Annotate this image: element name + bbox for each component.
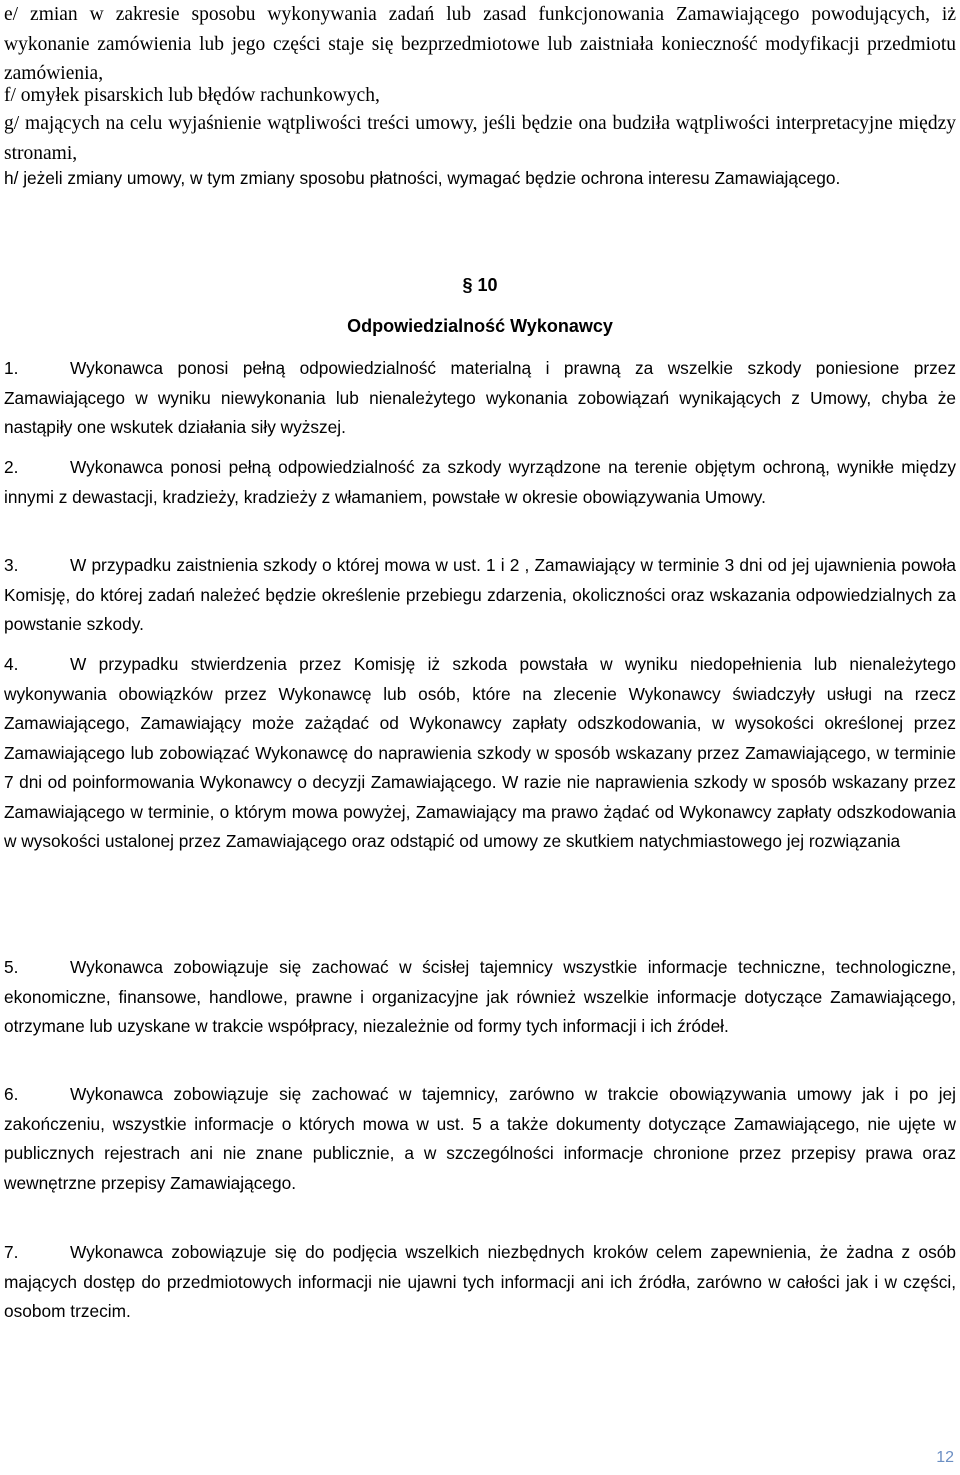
item-e-text: e/ zmian w zakresie sposobu wykonywania zadań lub zasad funkcjonowania Zamawiającego powodujących, iż wykonanie zamówienia lub jego części staje się bezprzedmiotowe lub zaistniała konieczność modyfikacji przedmiotu zamówienia, <box>4 4 956 84</box>
paragraph-text: Wykonawca zobowiązuje się zachować w tajemnicy, zarówno w trakcie obowiązywania umowy jak i po jej zakończeniu, wszystkie informacje o których mowa w ust. 5 a także dokumenty dotyczące Zamawiającego, nie ujęte w publicznych rejestrach ani nie znane publicznie, a w szczególności informacje chronione przez przepisy prawa oraz wewnętrzne przepisy Zamawiającego. <box>4 1084 956 1193</box>
page-number: 12 <box>936 1449 954 1466</box>
paragraph-4 <box>4 650 956 857</box>
paragraph-number: 6. <box>4 1084 19 1104</box>
paragraph-number: 7. <box>4 1242 19 1262</box>
paragraph-7 <box>4 1238 956 1327</box>
paragraph-number: 2. <box>4 457 19 477</box>
paragraph-3 <box>4 551 956 640</box>
paragraph-text: Wykonawca ponosi pełną odpowiedzialność za szkody wyrządzone na terenie objętym ochroną, wynikłe między innymi z dewastacji, kradzieży, kradzieży z włamaniem, powstałe w okresie obowiązywania Umowy. <box>4 457 956 507</box>
paragraph-number: 1. <box>4 358 19 378</box>
paragraph-1 <box>4 354 956 443</box>
paragraph-text: W przypadku zaistnienia szkody o której mowa w ust. 1 i 2 , Zamawiający w terminie 3 dni od jej ujawnienia powoła Komisję, do której zadań należeć będzie określenie przebiegu zdarzenia, okoliczności oraz wskazania odpowiedzialnych za powstanie szkody. <box>4 555 956 634</box>
paragraph-5 <box>4 953 956 1042</box>
item-e <box>4 0 956 89</box>
paragraph-number: 3. <box>4 555 19 575</box>
paragraph-text: Wykonawca zobowiązuje się zachować w ścisłej tajemnicy wszystkie informacje techniczne, technologiczne, ekonomiczne, finansowe, handlowe, prawne i organizacyjne jak również wszelkie informacje dotyczące Zamawiającego, otrzymane lub uzyskane w trakcie współpracy, niezależnie od formy tych informacji i ich źródeł. <box>4 957 956 1036</box>
paragraph-number: 5. <box>4 957 19 977</box>
item-f-text: f/ omyłek pisarskich lub błędów rachunkowych, <box>4 85 380 106</box>
item-g <box>4 109 956 168</box>
paragraph-6 <box>4 1080 956 1198</box>
paragraph-text: Wykonawca ponosi pełną odpowiedzialność materialną i prawną za wszelkie szkody poniesione przez Zamawiającego w wyniku niewykonania lub nienależytego wykonania zobowiązań wynikających z Umowy, chyba że nastąpiły one wskutek działania siły wyższej. <box>4 358 956 437</box>
section-number: § 10 <box>462 275 498 295</box>
item-h <box>4 164 956 194</box>
section-title: Odpowiedzialność Wykonawcy <box>347 316 613 336</box>
item-g-text: g/ mających na celu wyjaśnienie wątpliwości treści umowy, jeśli będzie ona budziła wątpliwości interpretacyjne między stronami, <box>4 113 956 164</box>
item-f <box>4 81 956 111</box>
item-h-text: h/ jeżeli zmiany umowy, w tym zmiany sposobu płatności, wymagać będzie ochrona interesu Zamawiającego. <box>4 168 841 188</box>
paragraph-2 <box>4 453 956 512</box>
paragraph-text: Wykonawca zobowiązuje się do podjęcia wszelkich niezbędnych kroków celem zapewnienia, że żadna z osób mających dostęp do przedmiotowych informacji nie ujawni tych informacji ani ich źródła, zarówno w całości jak i w części, osobom trzecim. <box>4 1242 956 1321</box>
paragraph-number: 4. <box>4 654 19 674</box>
paragraph-text: W przypadku stwierdzenia przez Komisję iż szkoda powstała w wyniku niedopełnienia lub nienależytego wykonywania obowiązków przez Wykonawcę lub osób, które na zlecenie Wykonawcy świadczyły usługi na rzecz Zamawiającego, Zamawiający może zażądać od Wykonawcy zapłaty odszkodowania, w wysokości określonej przez Zamawiającego lub zobowiązać Wykonawcę do naprawienia szkody w sposób wskazany przez Zamawiającego, w terminie 7 dni od poinformowania Wykonawcy o decyzji Zamawiającego. W razie nie naprawienia szkody w sposób wskazany przez Zamawiającego w terminie, o którym mowa powyżej, Zamawiający ma prawo żądać od Wykonawcy zapłaty odszkodowania w wysokości ustalonej przez Zamawiającego oraz odstąpić od umowy ze skutkiem natychmiastowego jej rozwiązania <box>4 654 956 851</box>
